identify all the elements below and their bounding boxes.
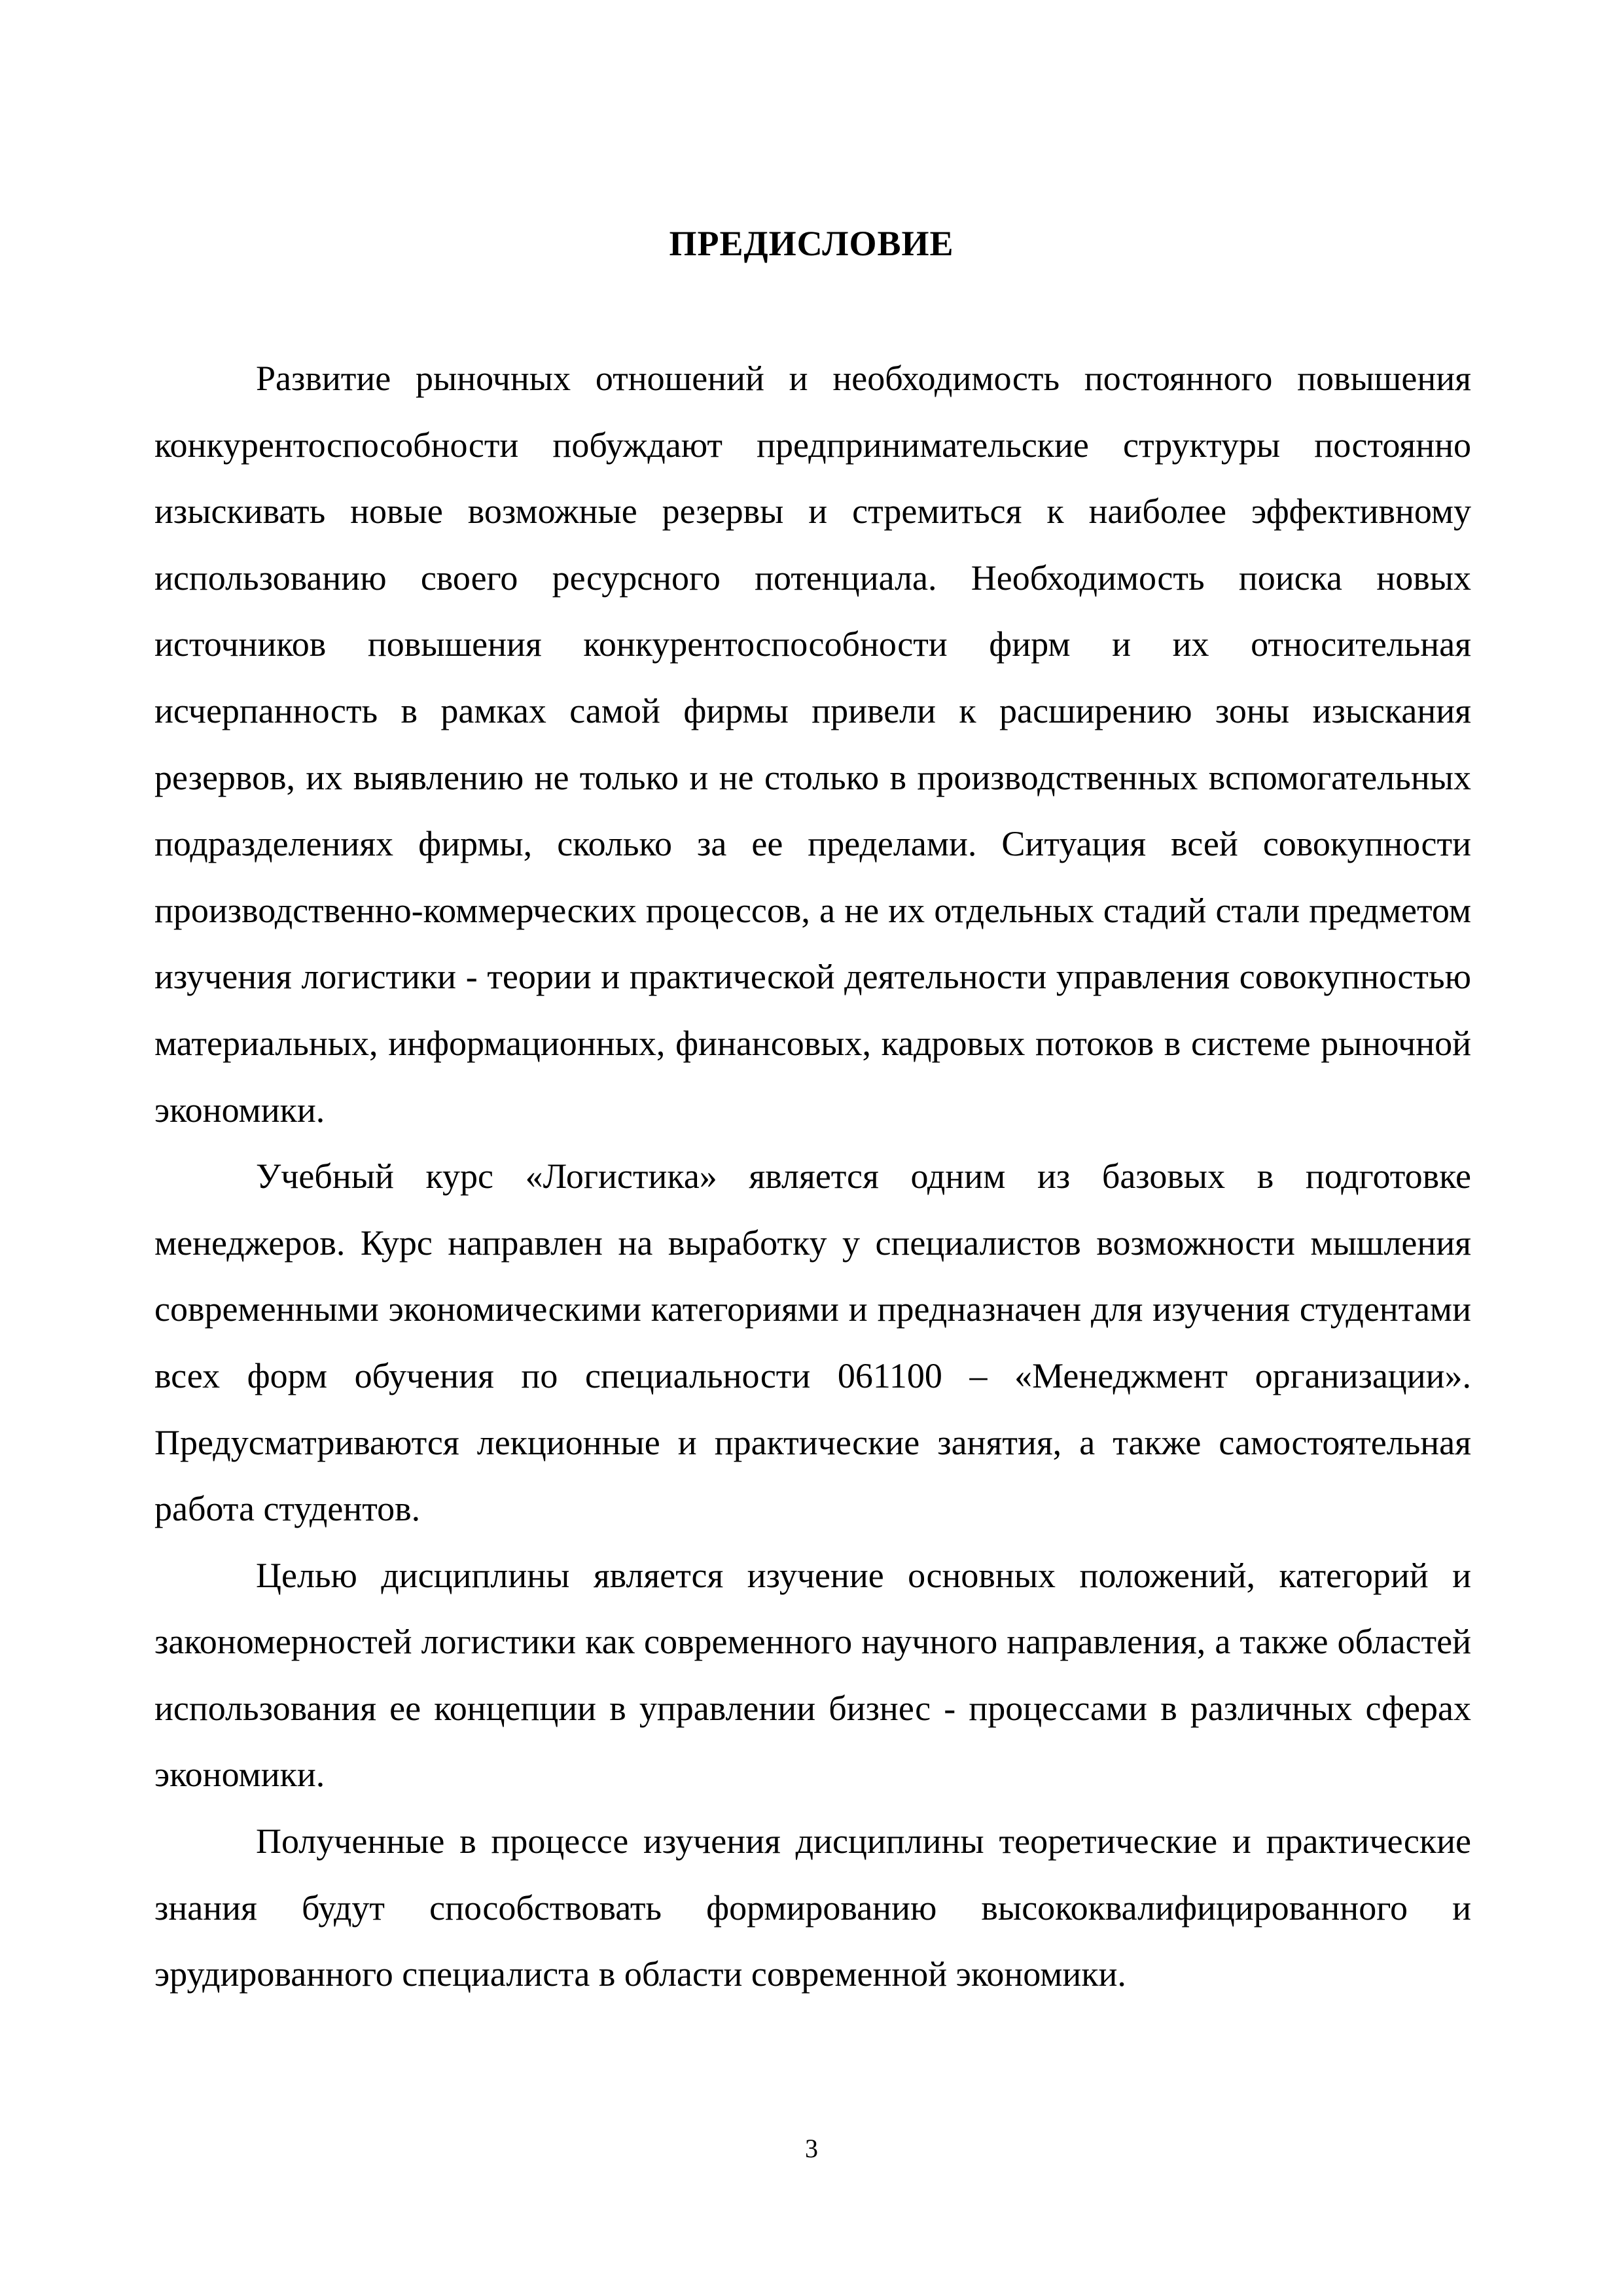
body-text xyxy=(154,346,1471,2008)
page-title: ПРЕДИСЛОВИЕ xyxy=(669,224,954,263)
paragraph-2: Учебный курс «Логистика» является одним из базовых в подготовке менеджеров. Курс направлен на выработку у специалистов возможности мышления современными экономическими категориями и предназначен для изучения студентами всех форм обучения по специальности 061100 – «Менеджмент организации». Предусматриваются лекционные и практические занятия, а также самостоятельная работа студентов. xyxy=(154,1157,1471,1529)
paragraph-1: Развитие рыночных отношений и необходимость постоянного повышения конкурентоспособности побуждают предпринимательские структуры постоянно изыскивать новые возможные резервы и стремиться к наиболее эффективному использованию своего ресурсного потенциала. Необходимость поиска новых источников повышения конкурентоспособности фирм и их относительная исчерпанность в рамках самой фирмы привели к расширению зоны изыскания резервов, их выявлению не только и не столько в производственных вспомогательных подразделениях фирмы, сколько за ее пределами. Ситуация всей совокупности производственно-коммерческих процессов, а не их отдельных стадий стали предметом изучения логистики - теории и практической деятельности управления совокупностью материальных, информационных, финансовых, кадровых потоков в системе рыночной экономики. xyxy=(154,359,1471,1130)
paragraph-3: Целью дисциплины является изучение основных положений, категорий и закономерностей логистики как современного научного направления, а также областей использования ее концепции в управлении бизнес - процессами в различных сферах экономики. xyxy=(154,1555,1471,1795)
page-number: 3 xyxy=(805,2134,818,2163)
paragraph-4: Полученные в процессе изучения дисциплины теоретические и практические знания будут способствовать формированию высококвалифицированного и эрудированного специалиста в области современной экономики. xyxy=(154,1821,1471,1994)
